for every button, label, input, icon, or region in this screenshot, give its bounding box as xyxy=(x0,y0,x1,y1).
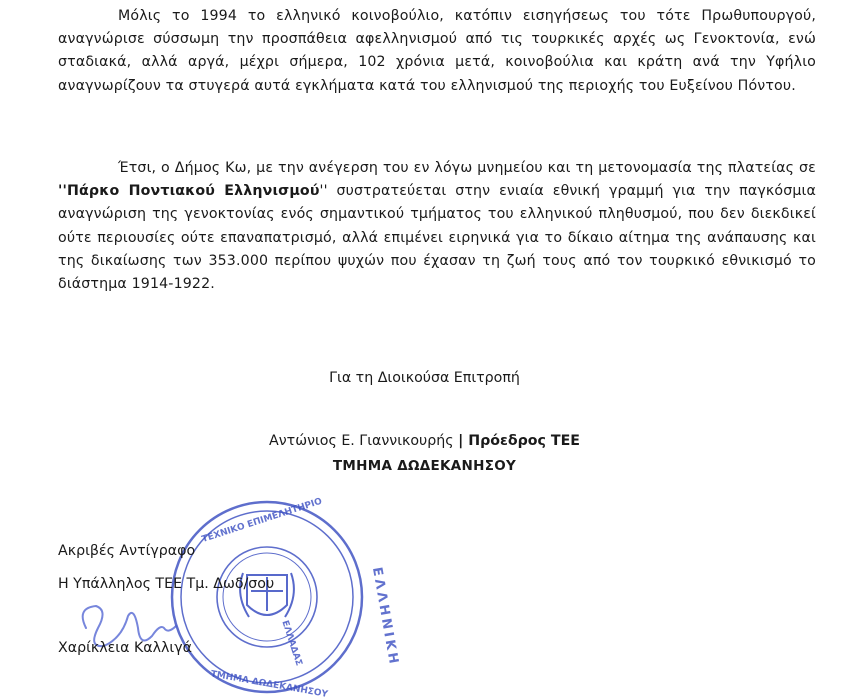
department-line: ΤΜΗΜΑ ΔΩΔΕΚΑΝΗΣΟΥ xyxy=(332,458,517,474)
signer-name: Αντώνιος Ε. Γιαννικουρής xyxy=(269,433,454,449)
park-name: ''Πάρκο Ποντιακού Ελληνισμού xyxy=(58,183,320,200)
svg-text:ΕΛΛΑΔΑΣ: ΕΛΛΑΔΑΣ xyxy=(279,619,304,668)
certified-copy-label: Ακριβές Αντίγραφο xyxy=(58,543,196,559)
paragraph-1 xyxy=(58,5,816,98)
committee-line: Για τη Διοικούσα Επιτροπή xyxy=(329,370,520,386)
signer-line xyxy=(0,433,849,449)
paragraph-1-text: Μόλις το 1994 το ελληνικό κοινοβούλιο, κατόπιν εισηγήσεως του τότε Πρωθυπουργού, αναγνώρισε σύσσωμη την προσπάθεια αφελληνισμού από τις τουρκικές αρχές ως Γενοκτονία, ενώ σταδιακά, αλλά αργά, μέχρι σήμερα, 102 χρόνια μετά, κοινοβούλια και κράτη ανά την Υφήλιο αναγνωρίζουν τα στυγερά αυτά εγκλήματα κατά του ελληνισμού της περιοχής του Ευξείνου Πόντου. xyxy=(58,8,816,94)
handwritten-signature xyxy=(68,588,268,678)
signer-role: | Πρόεδρος ΤΕΕ xyxy=(458,433,580,449)
employee-label: Η Υπάλληλος ΤΕΕ Τμ. Δωδ/σου xyxy=(58,576,275,592)
paragraph-2-text-after: '' συστρατεύεται στην ενιαία εθνική γραμμή για την παγκόσμια αναγνώριση της γενοκτονίας ενός σημαντικού τμήματος του ελληνικού πληθυσμού, που δεν διεκδικεί ούτε περιουσίες ούτε επαναπατρισμό, αλλά επιμένει ειρηνικά για το δίκαιο αίτημα της ανάπαυσης και της δικαίωσης των 353.000 περίπου ψυχών που έχασαν τη ζωή τους από τον τουρκικό εθνικισμό το διάστημα 1914-1922. xyxy=(58,183,816,293)
svg-text:ΤΕΧΝΙΚΟ ΕΠΙΜΕΛΗΤΗΡΙΟ: ΤΕΧΝΙΚΟ ΕΠΙΜΕΛΗΤΗΡΙΟ xyxy=(200,496,324,545)
paragraph-2-text-before: Έτσι, ο Δήμος Κω, με την ανέγερση του εν λόγω μνημείου και τη μετονομασία της πλατείας σε xyxy=(118,160,816,176)
employee-name: Χαρίκλεια Καλλιγά xyxy=(58,640,192,656)
paragraph-2 xyxy=(58,157,816,296)
svg-text:ΕΛΛΗΝΙΚΗ: ΕΛΛΗΝΙΚΗ xyxy=(368,566,402,668)
svg-text:ΤΜΗΜΑ ΔΩΔΕΚΑΝΗΣΟΥ: ΤΜΗΜΑ ΔΩΔΕΚΑΝΗΣΟΥ xyxy=(209,669,329,700)
